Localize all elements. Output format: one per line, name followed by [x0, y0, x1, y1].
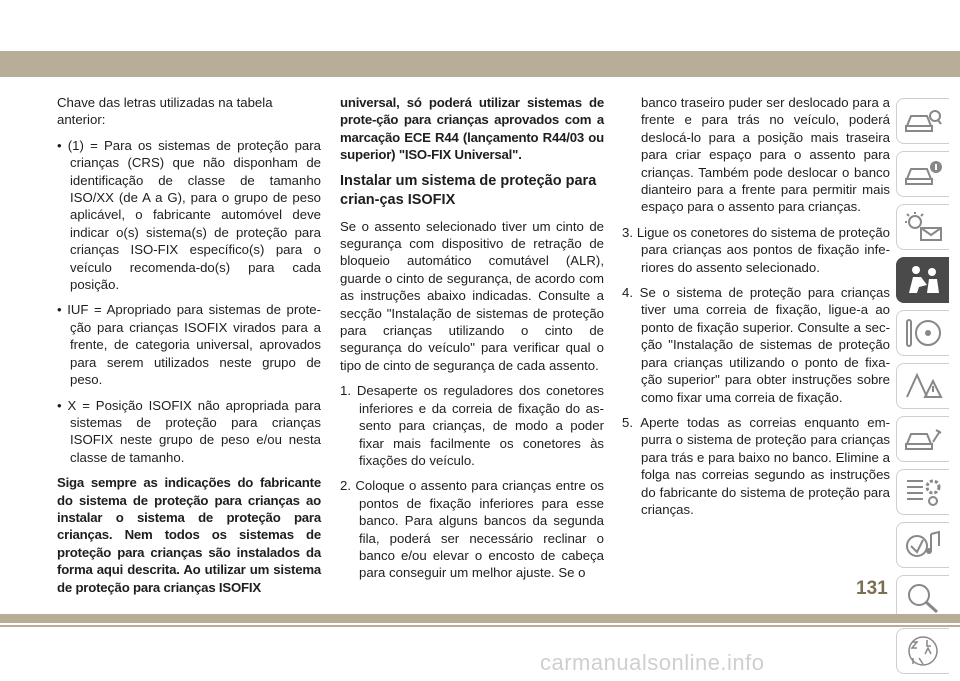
alphabet-index-icon	[903, 634, 943, 668]
tab-airbag-child-seat[interactable]	[896, 257, 949, 303]
search-icon	[903, 581, 943, 615]
tab-alphabet-index[interactable]	[896, 628, 949, 674]
warning-continued: universal, só poderá utilizar sistemas de prote-ção para crianças aprovados com a marcação ECE R44 (lançamento R44/03 ou superior) "ISO-FIX Universal".	[340, 95, 604, 163]
car-search-icon	[903, 104, 943, 138]
step-2-continued: banco traseiro puder ser deslocado para a frente e para trás no veículo, poderá deslocá-lo para a posição mais traseira para criar espaço para o assento para crianças. Também pode deslocar o banco dianteiro para a frente para permitir mais espaço para o assento para crianças.	[641, 95, 890, 215]
bullet-3: • X = Posição ISOFIX não apropriada para sistemas de proteção para crianças ISOFIX neste grupo de peso e/ou nesta classe de tamanho.	[57, 397, 321, 465]
warning-text: Siga sempre as indicações do fabricante do sistema de proteção para crianças ao instalar o sistema de proteção para crianças. Nem todos os sistemas de proteção para crianças são instalados da forma aqui descrita. Ao utilizar um sistema de proteção para crianças ISOFIX	[57, 475, 321, 595]
bullet-2: • IUF = Apropriado para sistemas de prote-ção para crianças ISOFIX virados para a frente, de categoria universal, aprovados para serem utilizados neste grupo de peso.	[57, 302, 321, 388]
step-2: 2. Coloque o assento para crianças entre os pontos de fixação inferiores para esse banco. Para alguns bancos da segunda fila, poderá ser necessário reclinar o banco e/ou elevar o encosto de cabeça para conseguir um melhor ajuste. Se o	[340, 478, 604, 581]
car-service-icon	[903, 422, 943, 456]
warning-lights-icon	[903, 210, 943, 244]
section-heading: Instalar um sistema de proteção para crian-ças ISOFIX	[340, 172, 597, 208]
step-5: 5. Aperte todas as correias enquanto em-purra o sistema de proteção para crianças para trás e para baixo no banco. Elimine a folga nas correias segundo as instruções do fabricante do sistema de proteção para crianças.	[622, 414, 890, 517]
tab-car-search[interactable]	[896, 98, 949, 144]
top-band	[0, 51, 960, 77]
tab-car-info[interactable]	[896, 151, 949, 197]
tab-multimedia[interactable]	[896, 522, 949, 568]
tab-warning-lights[interactable]	[896, 204, 949, 250]
step-3: 3. Ligue os conetores do sistema de proteção para crianças aos pontos de fixação infe-riores do assento selecionado.	[622, 224, 890, 275]
column-3	[622, 94, 890, 526]
airbag-child-seat-icon	[903, 263, 943, 297]
bottom-band	[0, 614, 960, 623]
intro-text: Chave das letras utilizadas na tabela anterior:	[57, 95, 273, 128]
section-paragraph: Se o assento selecionado tiver um cinto de segurança com dispositivo de retração de bloqueio automático comutável (ALR), guarde o cinto de segurança, de acordo com as instruções abaixo indicadas. Consulte a secção "Instalação de sistemas de proteção para crianças utilizando o cinto de segurança do veículo" para verificar qual o tipo de cinto de segurança de cada assento.	[340, 218, 604, 373]
step-1: 1. Desaperte os reguladores dos conetores inferiores e da correia de fixação do as-sento para crianças, de modo a poder fixar mais facilmente os conetores às fixações do veículo.	[340, 383, 604, 468]
settings-list-icon	[903, 475, 943, 509]
multimedia-icon	[903, 528, 943, 562]
tab-steering-wheel[interactable]	[896, 310, 949, 356]
bullet-1: • (1) = Para os sistemas de proteção para crianças (CRS) que não disponham de identificação de classe de tamanho ISO/XX (de A a G), para o grupo de peso aplicável, o fabricante automóvel deve indicar o(s) sistema(s) de proteção para crianças ISO-FIX específico(s) para o veículo recomenda-do(s) para cada posição.	[57, 137, 321, 293]
page-number: 131	[856, 578, 888, 599]
bottom-line	[0, 625, 960, 627]
step-4: 4. Se o sistema de proteção para crianças tiver uma correia de fixação, ligue-a ao ponto de fixação superior. Consulte a sec-ção "Instalação de sistemas de proteção para crianças utilizando o ponto de fixa-ção superior" para obter instruções sobre como fixar uma correia de fixação.	[622, 285, 890, 405]
steering-wheel-icon	[903, 316, 943, 350]
chapter-sidebar	[896, 98, 954, 681]
column-1	[57, 94, 321, 604]
column-2	[340, 94, 604, 590]
tab-roadside-warning[interactable]	[896, 363, 949, 409]
car-info-icon	[903, 157, 943, 191]
roadside-warning-icon	[903, 369, 943, 403]
tab-car-service[interactable]	[896, 416, 949, 462]
tab-settings-list[interactable]	[896, 469, 949, 515]
watermark: carmanualsonline.info	[540, 650, 765, 675]
